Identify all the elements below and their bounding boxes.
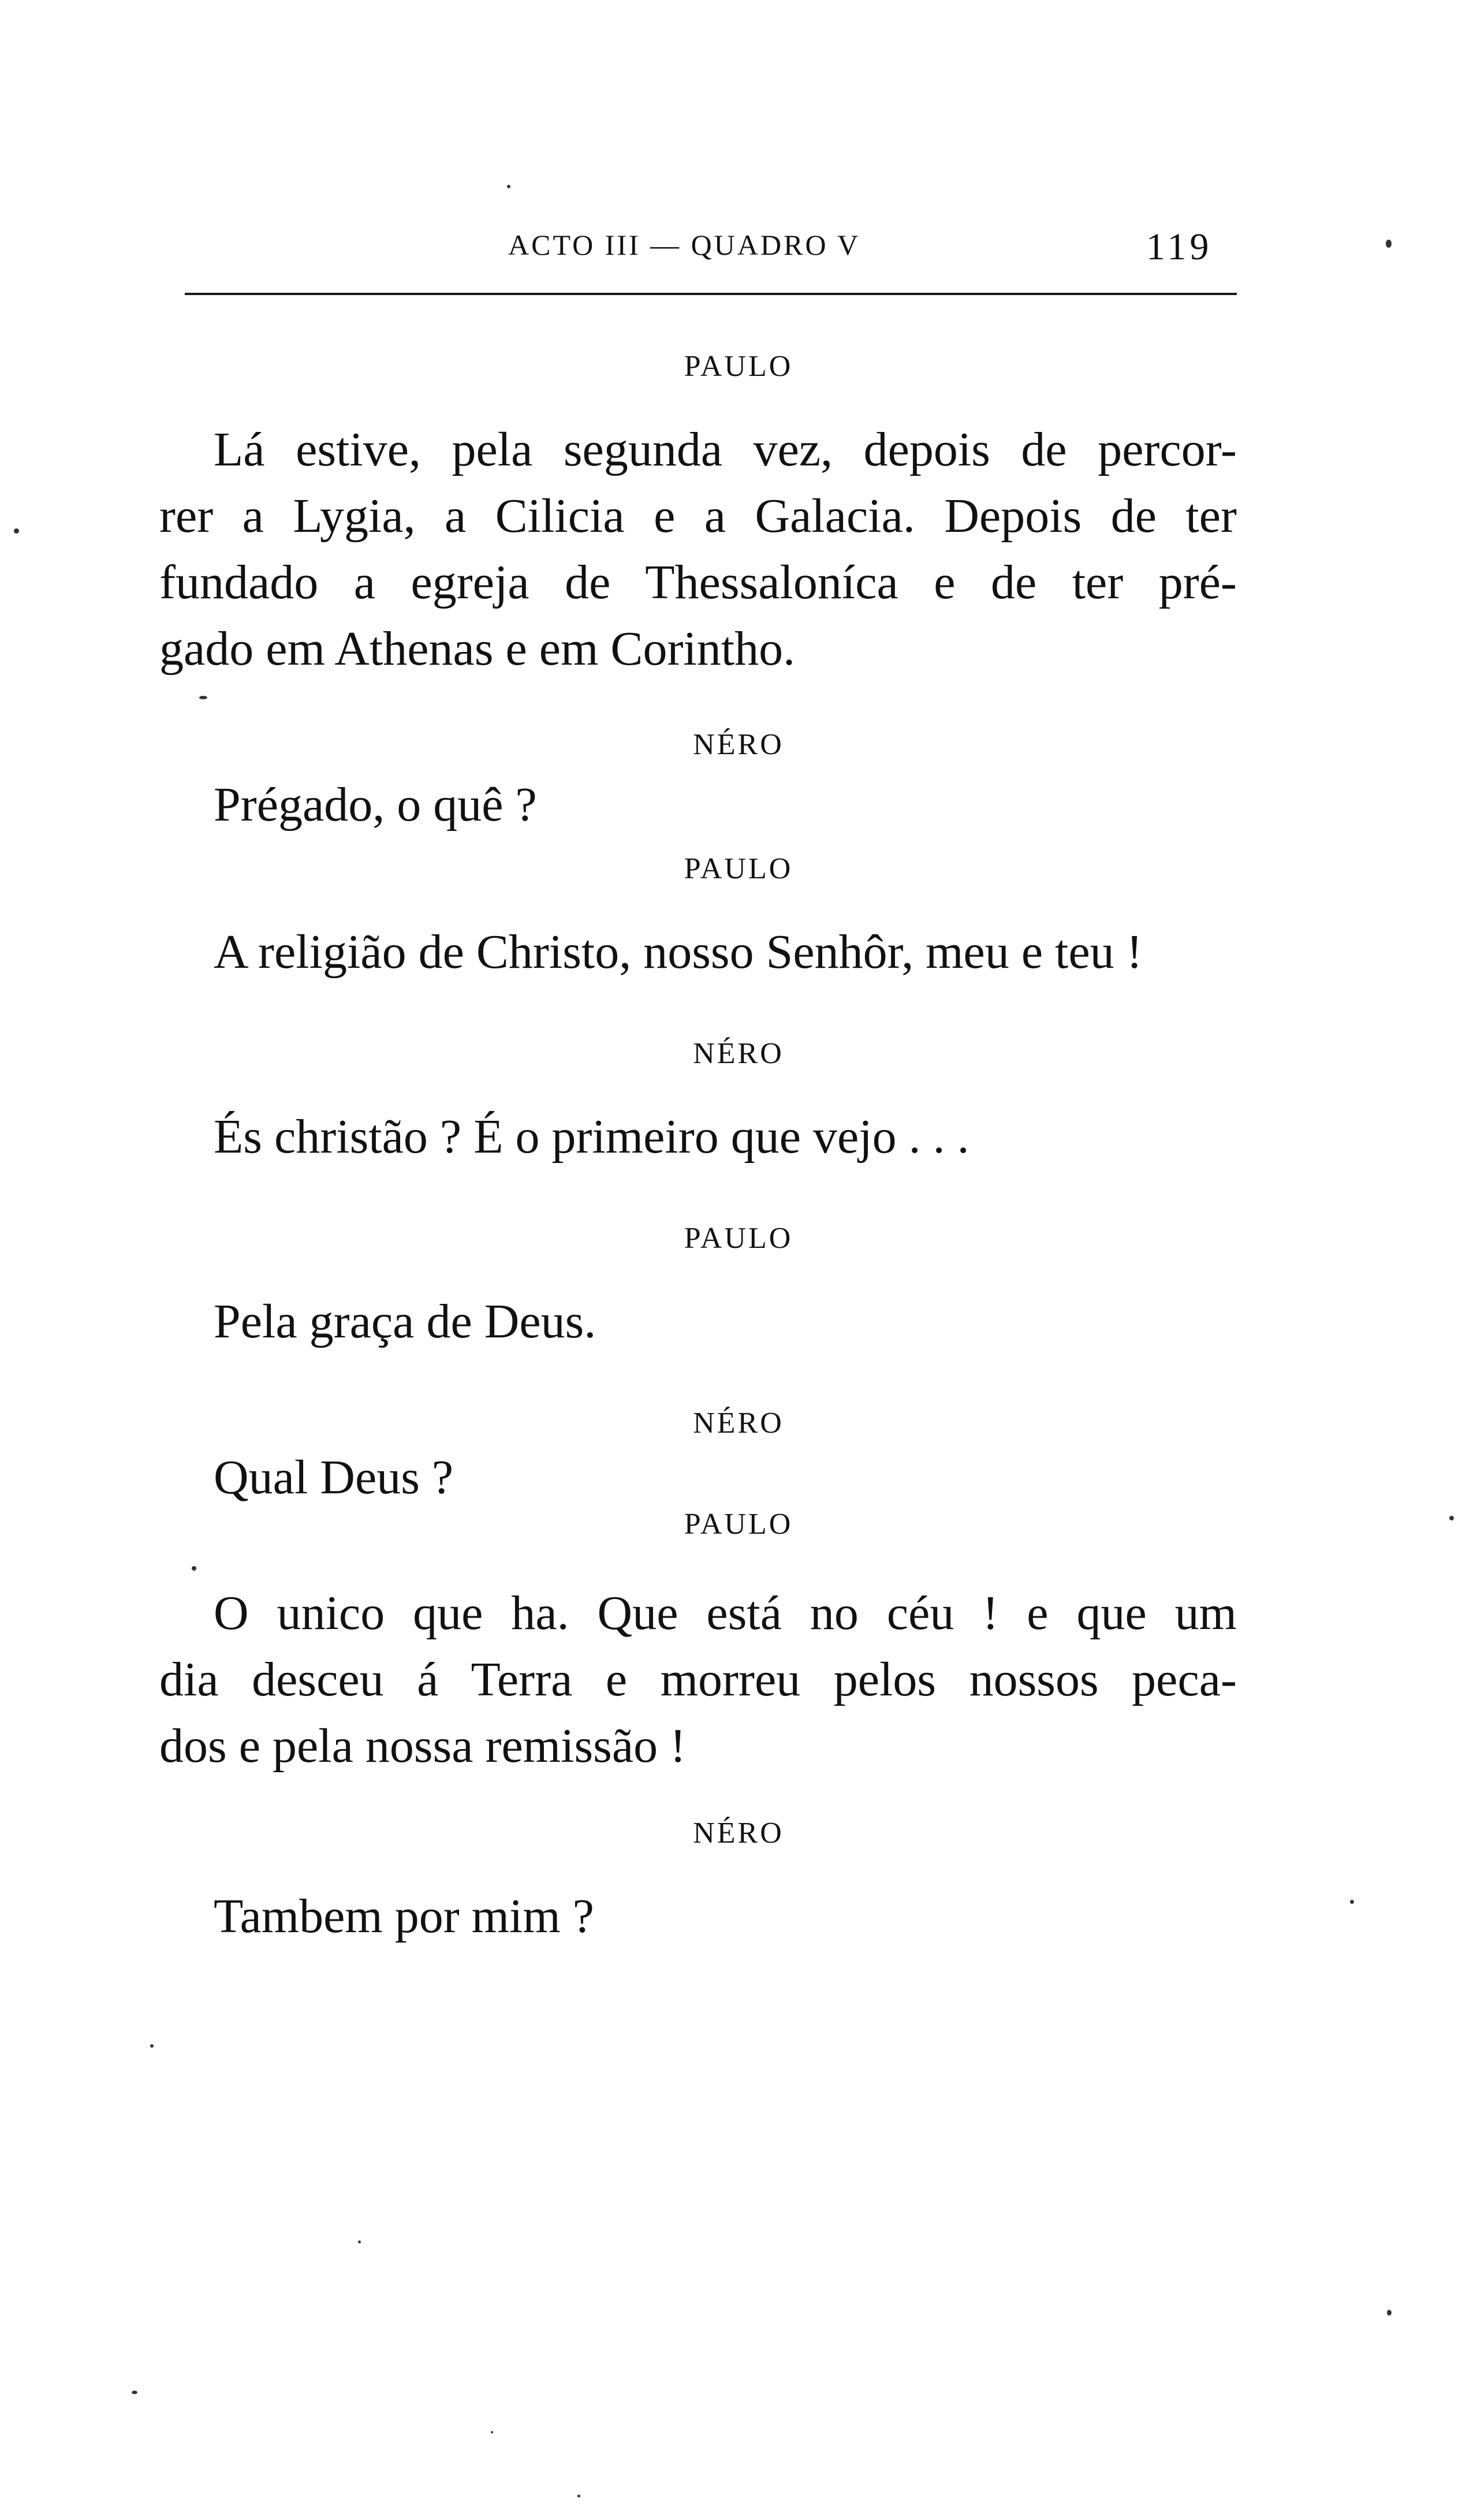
speaker-name: NÉRO [693,1407,784,1440]
dialogue-line: gado em Athenas e em Corintho. [159,622,796,676]
scan-speck [199,696,207,699]
scan-speck [358,2241,361,2243]
speaker-name: NÉRO [693,1817,784,1850]
scan-speck [150,2044,154,2048]
speaker-name: PAULO [684,1222,793,1255]
dialogue-line: Qual Deus ? [214,1451,454,1504]
scan-speck [1449,1516,1454,1520]
page-number: 119 [1146,226,1213,268]
speaker-name: PAULO [684,1508,793,1541]
dialogue-line: dia desceu á Terra e morreu pelos nossos peca- [159,1653,1237,1706]
scan-speck [577,2495,580,2497]
speaker-name: NÉRO [693,1037,784,1070]
dialogue-line: O unico que ha. Que está no céu ! e que um [214,1586,1237,1640]
dialogue-line: fundado a egreja de Thessaloníca e de ter pré- [159,556,1237,609]
dialogue-line: dos e pela nossa remissão ! [159,1719,687,1773]
speaker-name: PAULO [684,852,793,885]
scan-speck [491,2431,493,2433]
dialogue-line: rer a Lygia, a Cilicia e a Galacia. Depois de ter [159,489,1237,543]
scan-speck [14,528,19,534]
scan-speck [507,185,510,188]
scan-speck [1386,240,1392,248]
header-rule [185,293,1237,295]
dialogue-line: Tambem por mim ? [214,1889,594,1943]
speaker-name: PAULO [684,350,793,383]
dialogue-line: Lá estive, pela segunda vez, depois de percor- [214,423,1237,476]
dialogue-line: És christão ? É o primeiro que vejo . . . [214,1110,969,1164]
dialogue-line: A religião de Christo, nosso Senhôr, meu e teu ! [214,925,1143,979]
scan-speck [1350,1900,1354,1904]
scan-speck [1387,2310,1392,2316]
scan-speck [192,1566,196,1571]
running-header: ACTO III — QUADRO V [508,229,861,261]
speaker-name: NÉRO [693,728,784,761]
dialogue-line: Prégado, o quê ? [214,778,537,832]
dialogue-line: Pela graça de Deus. [214,1295,596,1348]
scan-speck [132,2391,137,2394]
